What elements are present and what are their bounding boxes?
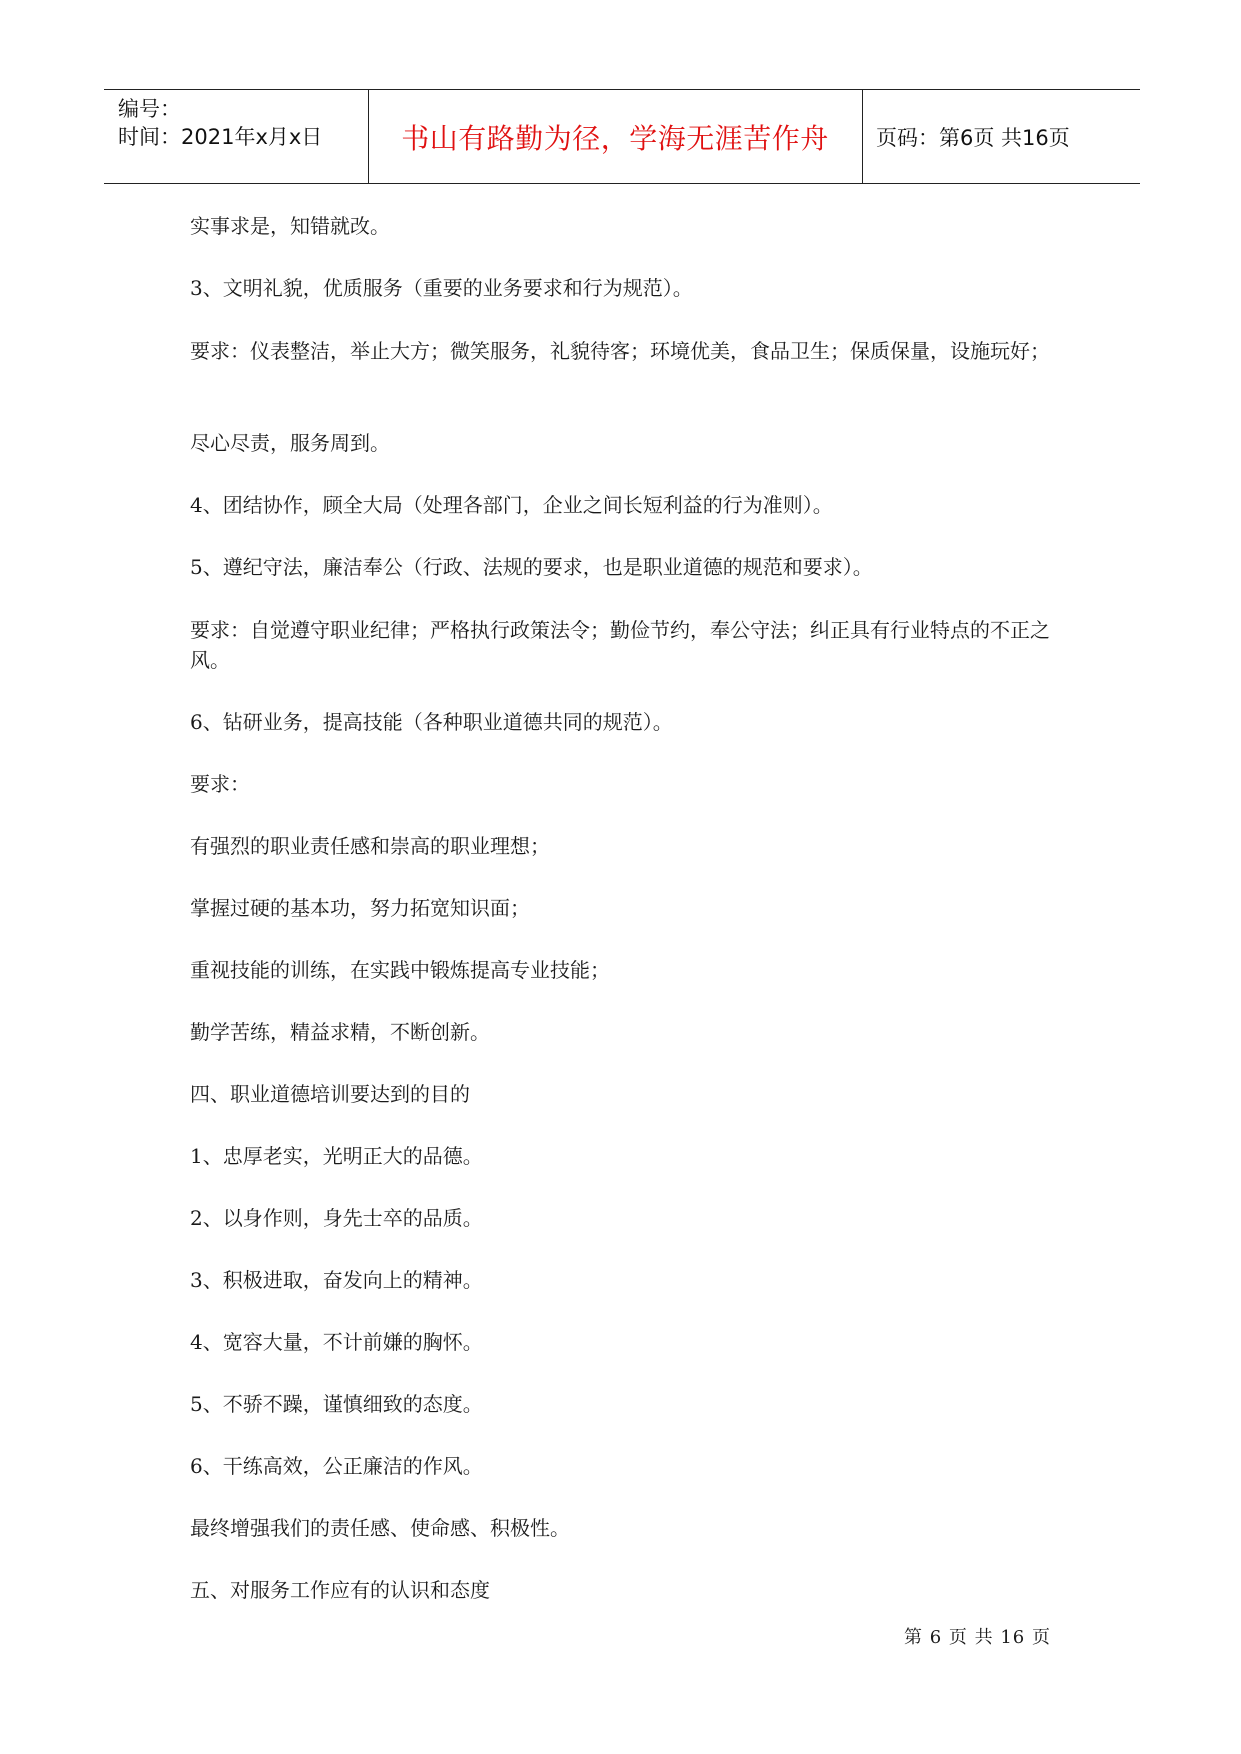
footer-page-number: 第 6 页 共 16 页 [904, 1627, 1051, 1648]
list-item: 5、遵纪守法，廉洁奉公（行政、法规的要求，也是职业道德的规范和要求）。 [190, 555, 873, 579]
header-meta-cell [104, 90, 369, 183]
list-item: 4、宽容大量，不计前嫌的胸怀。 [190, 1330, 483, 1354]
paragraph: 最终增强我们的责任感、使命感、积极性。 [190, 1516, 570, 1540]
list-item: 3、文明礼貌，优质服务（重要的业务要求和行为规范）。 [190, 276, 693, 300]
list-item: 6、钻研业务，提高技能（各种职业道德共同的规范）。 [190, 710, 673, 734]
paragraph: 要求：仪表整洁，举止大方；微笑服务，礼貌待客；环境优美，食品卫生；保质保量，设施玩好； [190, 339, 1050, 363]
list-item: 6、干练高效，公正廉洁的作风。 [190, 1454, 483, 1478]
list-item: 1、忠厚老实，光明正大的品德。 [190, 1144, 483, 1168]
document-number-label: 编号： [118, 97, 181, 121]
paragraph: 勤学苦练，精益求精，不断创新。 [190, 1020, 490, 1044]
paragraph: 有强烈的职业责任感和崇高的职业理想； [190, 834, 550, 858]
list-item: 3、积极进取，奋发向上的精神。 [190, 1268, 483, 1292]
section-heading: 五、对服务工作应有的认识和态度 [190, 1578, 490, 1602]
header-motto-cell [368, 90, 863, 183]
paragraph: 尽心尽责，服务周到。 [190, 431, 390, 455]
section-heading: 四、职业道德培训要达到的目的 [190, 1082, 470, 1106]
list-item: 5、不骄不躁，谨慎细致的态度。 [190, 1392, 483, 1416]
list-item: 4、团结协作，顾全大局（处理各部门，企业之间长短利益的行为准则）。 [190, 493, 833, 517]
paragraph: 要求： [190, 772, 250, 796]
header-table [104, 89, 1140, 184]
header-page-cell [862, 90, 1140, 183]
paragraph: 要求：自觉遵守职业纪律；严格执行政策法令；勤俭节约，奉公守法；纠正具有行业特点的不正之风。 [190, 618, 1050, 672]
paragraph: 掌握过硬的基本功，努力拓宽知识面； [190, 896, 530, 920]
motto-text: 书山有路勤为径，学海无涯苦作舟 [401, 121, 829, 155]
header-page-number: 页码：第6页 共16页 [876, 125, 1070, 150]
document-time-label: 时间：2021年x月x日 [118, 125, 323, 149]
list-item: 2、以身作则，身先士卒的品质。 [190, 1206, 483, 1230]
paragraph: 实事求是，知错就改。 [190, 214, 390, 238]
paragraph: 重视技能的训练，在实践中锻炼提高专业技能； [190, 958, 610, 982]
